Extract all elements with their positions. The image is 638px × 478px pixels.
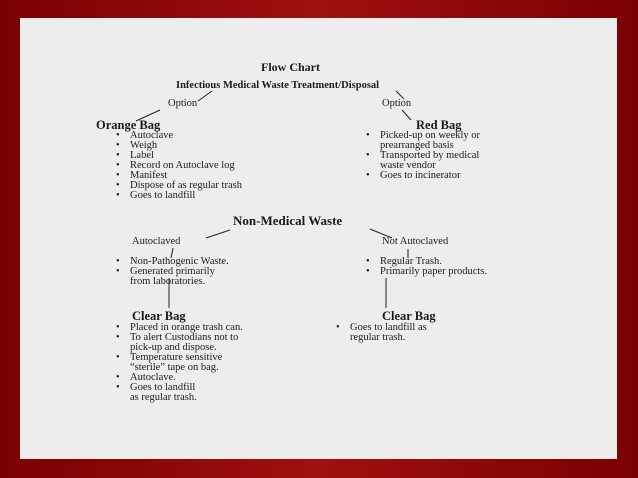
- connector-option-right: [402, 110, 411, 120]
- connector-title-left: [198, 91, 212, 101]
- option-left-label: Option: [168, 98, 198, 109]
- list-item: • Goes to landfill as: [334, 323, 427, 333]
- list-item: “sterile” tape on bag.: [130, 362, 219, 373]
- list-item: from laboratories.: [130, 276, 206, 287]
- connector-nonmed-left: [206, 230, 230, 238]
- non-medical-heading: Non-Medical Waste: [233, 213, 343, 228]
- list-item: • Placed in orange trash can.: [114, 323, 243, 333]
- clear-bag-right-heading: Clear Bag: [382, 309, 436, 323]
- list-item: • Dispose of as regular trash: [114, 181, 242, 191]
- list-item: • To alert Custodians not to: [114, 333, 243, 343]
- clear-bag-left-list: [114, 323, 243, 403]
- list-item: • Generated primarily: [114, 267, 229, 277]
- red-bag-list: [364, 131, 480, 181]
- list-item: • Temperature sensitive: [114, 353, 243, 363]
- list-item: • Transported by medical: [364, 151, 480, 161]
- list-item: pick-up and dispose.: [130, 342, 217, 353]
- list-item: prearranged basis: [380, 140, 454, 151]
- autoclaved-list: [114, 257, 229, 287]
- list-item: • Goes to landfill: [114, 191, 242, 201]
- flowchart-sheet: [20, 18, 617, 459]
- not-autoclaved-list: [364, 257, 487, 277]
- list-item: • Goes to landfill: [114, 383, 243, 393]
- list-item: • Autoclave: [114, 131, 242, 141]
- list-item: • Label: [114, 151, 242, 161]
- chart-title: Flow Chart: [261, 60, 320, 74]
- list-item: • Picked-up on weekly or: [364, 131, 480, 141]
- chart-subtitle: Infectious Medical Waste Treatment/Disposal: [176, 80, 380, 91]
- clear-bag-right-list: [334, 323, 427, 343]
- list-item: • Non-Pathogenic Waste.: [114, 257, 229, 267]
- list-item: regular trash.: [350, 332, 406, 343]
- option-right-label: Option: [382, 98, 412, 109]
- list-item: • Regular Trash.: [364, 257, 487, 267]
- list-item: • Manifest: [114, 171, 242, 181]
- orange-bag-list: [114, 131, 242, 201]
- list-item: • Record on Autoclave log: [114, 161, 242, 171]
- list-item: • Autoclave.: [114, 373, 243, 383]
- list-item: as regular trash.: [130, 392, 197, 403]
- list-item: • Goes to incinerator: [364, 171, 480, 181]
- red-bag-heading: Red Bag: [416, 118, 462, 132]
- not-autoclaved-label: Not Autoclaved: [382, 236, 449, 247]
- list-item: • Weigh: [114, 141, 242, 151]
- list-item: waste vendor: [380, 160, 436, 171]
- list-item: • Primarily paper products.: [364, 267, 487, 277]
- autoclaved-label: Autoclaved: [132, 236, 181, 247]
- clear-bag-left-heading: Clear Bag: [132, 309, 186, 323]
- orange-bag-heading: Orange Bag: [96, 118, 161, 132]
